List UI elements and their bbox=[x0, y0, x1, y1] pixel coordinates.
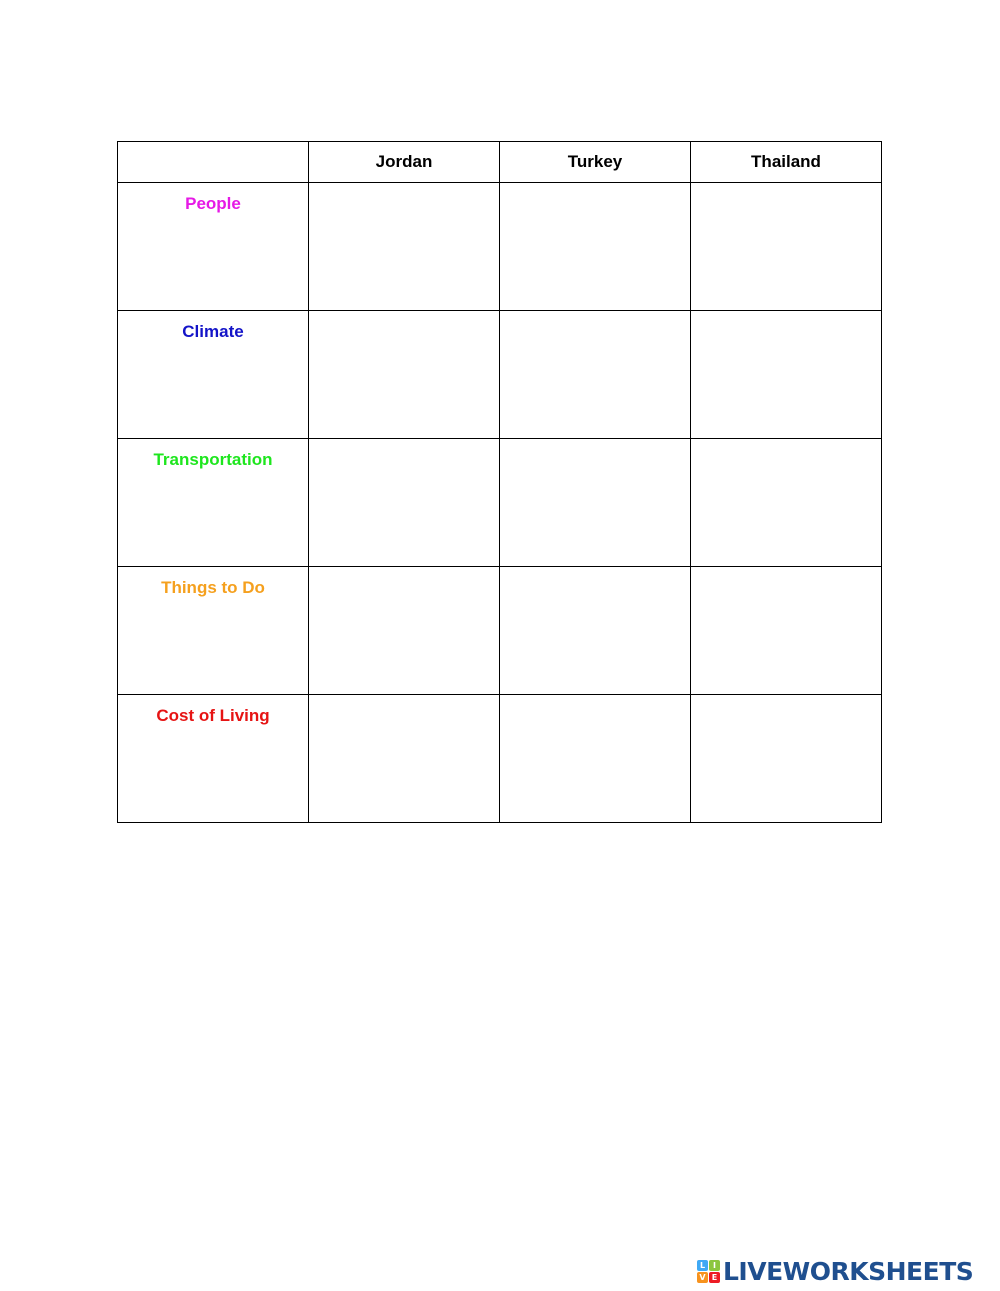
answer-input-things-to-do-thailand[interactable] bbox=[691, 567, 881, 694]
answer-cell-cost-of-living-turkey[interactable] bbox=[500, 695, 691, 823]
table-header-row bbox=[118, 142, 882, 183]
answer-cell-things-to-do-jordan[interactable] bbox=[309, 567, 500, 695]
liveworksheets-logo bbox=[697, 1256, 973, 1286]
logo-letter-l: L bbox=[697, 1260, 708, 1271]
table-row bbox=[118, 567, 882, 695]
answer-input-things-to-do-turkey[interactable] bbox=[500, 567, 690, 694]
table-row bbox=[118, 311, 882, 439]
answer-input-people-turkey[interactable] bbox=[500, 183, 690, 310]
answer-cell-transportation-thailand[interactable] bbox=[691, 439, 882, 567]
answer-cell-cost-of-living-thailand[interactable] bbox=[691, 695, 882, 823]
row-label-things-to-do: Things to Do bbox=[161, 578, 265, 597]
column-header-jordan: Jordan bbox=[309, 142, 500, 183]
answer-input-climate-jordan[interactable] bbox=[309, 311, 499, 438]
column-header-thailand: Thailand bbox=[691, 142, 882, 183]
answer-input-cost-of-living-thailand[interactable] bbox=[691, 695, 881, 822]
row-label-cell bbox=[118, 695, 309, 823]
table-row bbox=[118, 439, 882, 567]
answer-input-people-thailand[interactable] bbox=[691, 183, 881, 310]
answer-cell-climate-thailand[interactable] bbox=[691, 311, 882, 439]
answer-input-climate-thailand[interactable] bbox=[691, 311, 881, 438]
answer-cell-cost-of-living-jordan[interactable] bbox=[309, 695, 500, 823]
table-row bbox=[118, 695, 882, 823]
table-row bbox=[118, 183, 882, 311]
answer-input-things-to-do-jordan[interactable] bbox=[309, 567, 499, 694]
answer-cell-things-to-do-turkey[interactable] bbox=[500, 567, 691, 695]
logo-text: LIVEWORKSHEETS bbox=[723, 1256, 974, 1286]
answer-input-people-jordan[interactable] bbox=[309, 183, 499, 310]
row-label-cell bbox=[118, 183, 309, 311]
answer-input-cost-of-living-jordan[interactable] bbox=[309, 695, 499, 822]
row-label-cell bbox=[118, 311, 309, 439]
corner-cell bbox=[118, 142, 309, 183]
answer-cell-people-turkey[interactable] bbox=[500, 183, 691, 311]
answer-cell-people-jordan[interactable] bbox=[309, 183, 500, 311]
answer-input-transportation-thailand[interactable] bbox=[691, 439, 881, 566]
logo-letter-v: V bbox=[697, 1272, 708, 1283]
answer-input-cost-of-living-turkey[interactable] bbox=[500, 695, 690, 822]
answer-cell-climate-jordan[interactable] bbox=[309, 311, 500, 439]
logo-letter-i: I bbox=[709, 1260, 720, 1271]
logo-letter-e: E bbox=[709, 1272, 720, 1283]
row-label-people: People bbox=[185, 194, 241, 213]
row-label-cell bbox=[118, 439, 309, 567]
row-label-climate: Climate bbox=[182, 322, 244, 341]
answer-cell-things-to-do-thailand[interactable] bbox=[691, 567, 882, 695]
answer-cell-people-thailand[interactable] bbox=[691, 183, 882, 311]
column-header-turkey: Turkey bbox=[500, 142, 691, 183]
answer-cell-transportation-turkey[interactable] bbox=[500, 439, 691, 567]
answer-input-transportation-jordan[interactable] bbox=[309, 439, 499, 566]
logo-mark-icon bbox=[697, 1260, 720, 1283]
answer-cell-climate-turkey[interactable] bbox=[500, 311, 691, 439]
answer-input-transportation-turkey[interactable] bbox=[500, 439, 690, 566]
answer-input-climate-turkey[interactable] bbox=[500, 311, 690, 438]
row-label-cell bbox=[118, 567, 309, 695]
row-label-transportation: Transportation bbox=[153, 450, 273, 469]
row-label-cost-of-living: Cost of Living bbox=[156, 706, 270, 725]
comparison-table bbox=[117, 141, 882, 823]
answer-cell-transportation-jordan[interactable] bbox=[309, 439, 500, 567]
